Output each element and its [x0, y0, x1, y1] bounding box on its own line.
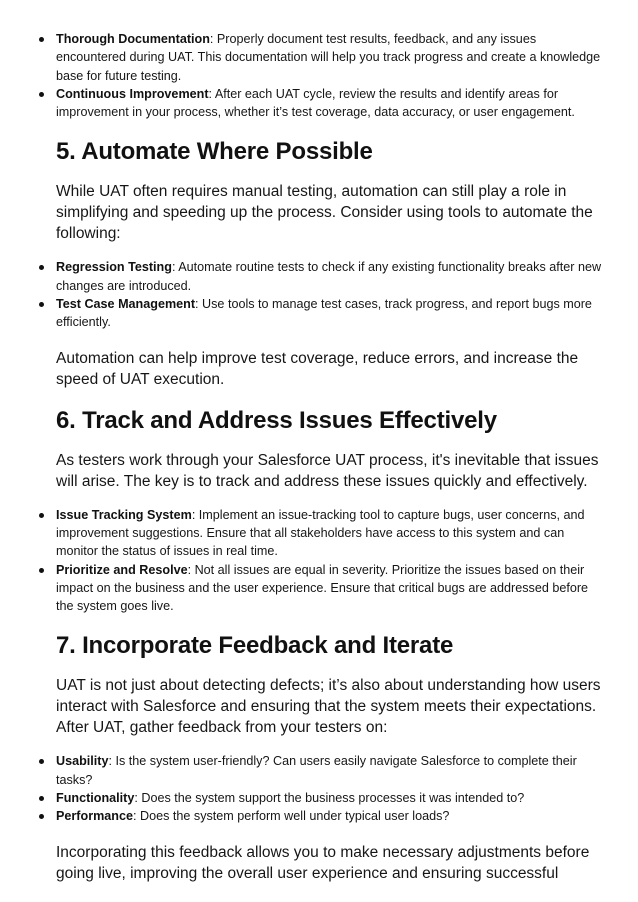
section-5-bullet-list [56, 258, 606, 331]
list-item-term: Prioritize and Resolve [56, 562, 188, 577]
section-6-heading: 6. Track and Address Issues Effectively [56, 406, 497, 434]
section-5-heading: 5. Automate Where Possible [56, 138, 373, 166]
list-item-term: Continuous Improvement [56, 86, 209, 101]
list-item-text: : Properly document test results, feedback, and any issues encountered during UAT. This documentation will help you track progress and create a knowledge base for future testing. [56, 32, 601, 83]
list-item-text: : Does the system perform well under typical user loads? [133, 809, 450, 824]
section-6-bullet-list [56, 506, 606, 616]
list-item [56, 561, 606, 616]
list-item-text: : Implement an issue-tracking tool to capture bugs, user concerns, and improvement suggestions. Ensure that all stakeholders have access to this system and can monitor the status of issues in real time. [56, 507, 585, 559]
section-7-heading: 7. Incorporate Feedback and Iterate [56, 632, 454, 660]
section-7-summary: Incorporating this feedback allows you to make necessary adjustments before going live, improving the overall user experience and ensuring successful [56, 843, 590, 882]
list-item [56, 85, 606, 122]
list-item-term: Performance [56, 809, 133, 824]
intro-bullet-list [56, 30, 606, 121]
list-item-term: Test Case Management [56, 297, 196, 312]
list-item [56, 506, 606, 561]
list-item-text: : Does the system support the business processes it was intended to? [134, 791, 525, 806]
section-6-intro: As testers work through your Salesforce UAT process, it's inevitable that issues will arise. The key is to track and address these issues quickly and effectively. [56, 451, 599, 490]
section-7-intro: UAT is not just about detecting defects; it’s also about understanding how users interact with Salesforce and ensuring that the system meets their expectations. After UAT, gather feedback from your testers on: [56, 677, 601, 737]
list-item [56, 807, 606, 825]
list-item-term: Functionality [56, 791, 135, 806]
section-5-intro: While UAT often requires manual testing, automation can still play a role in simplifying and speeding up the process. Consider using tools to automate the following: [56, 183, 593, 243]
list-item [56, 752, 606, 789]
list-item-text: : Automate routine tests to check if any existing functionality breaks after new changes are introduced. [56, 260, 602, 293]
list-item-text: : Use tools to manage test cases, track progress, and report bugs more efficiently. [56, 297, 592, 330]
list-item-term: Regression Testing [56, 260, 172, 275]
list-item-term: Thorough Documentation [56, 32, 210, 46]
list-item-text: : Not all issues are equal in severity. Prioritize the issues based on their impact on the business and the user experience. Ensure that critical bugs are addressed before the system goes live. [56, 562, 589, 614]
list-item-text: : Is the system user-friendly? Can users easily navigate Salesforce to complete their tasks? [56, 754, 577, 787]
list-item-term: Issue Tracking System [56, 507, 192, 522]
list-item-text: : After each UAT cycle, review the results and identify areas for improvement in your process, whether it’s test coverage, data accuracy, or user engagement. [56, 86, 575, 120]
list-item-term: Usability [56, 754, 109, 769]
list-item [56, 789, 606, 807]
section-5-summary: Automation can help improve test coverage, reduce errors, and increase the speed of UAT execution. [56, 349, 579, 388]
list-item [56, 30, 606, 85]
section-7-bullet-list [56, 752, 606, 825]
list-item [56, 258, 606, 295]
list-item [56, 295, 606, 332]
